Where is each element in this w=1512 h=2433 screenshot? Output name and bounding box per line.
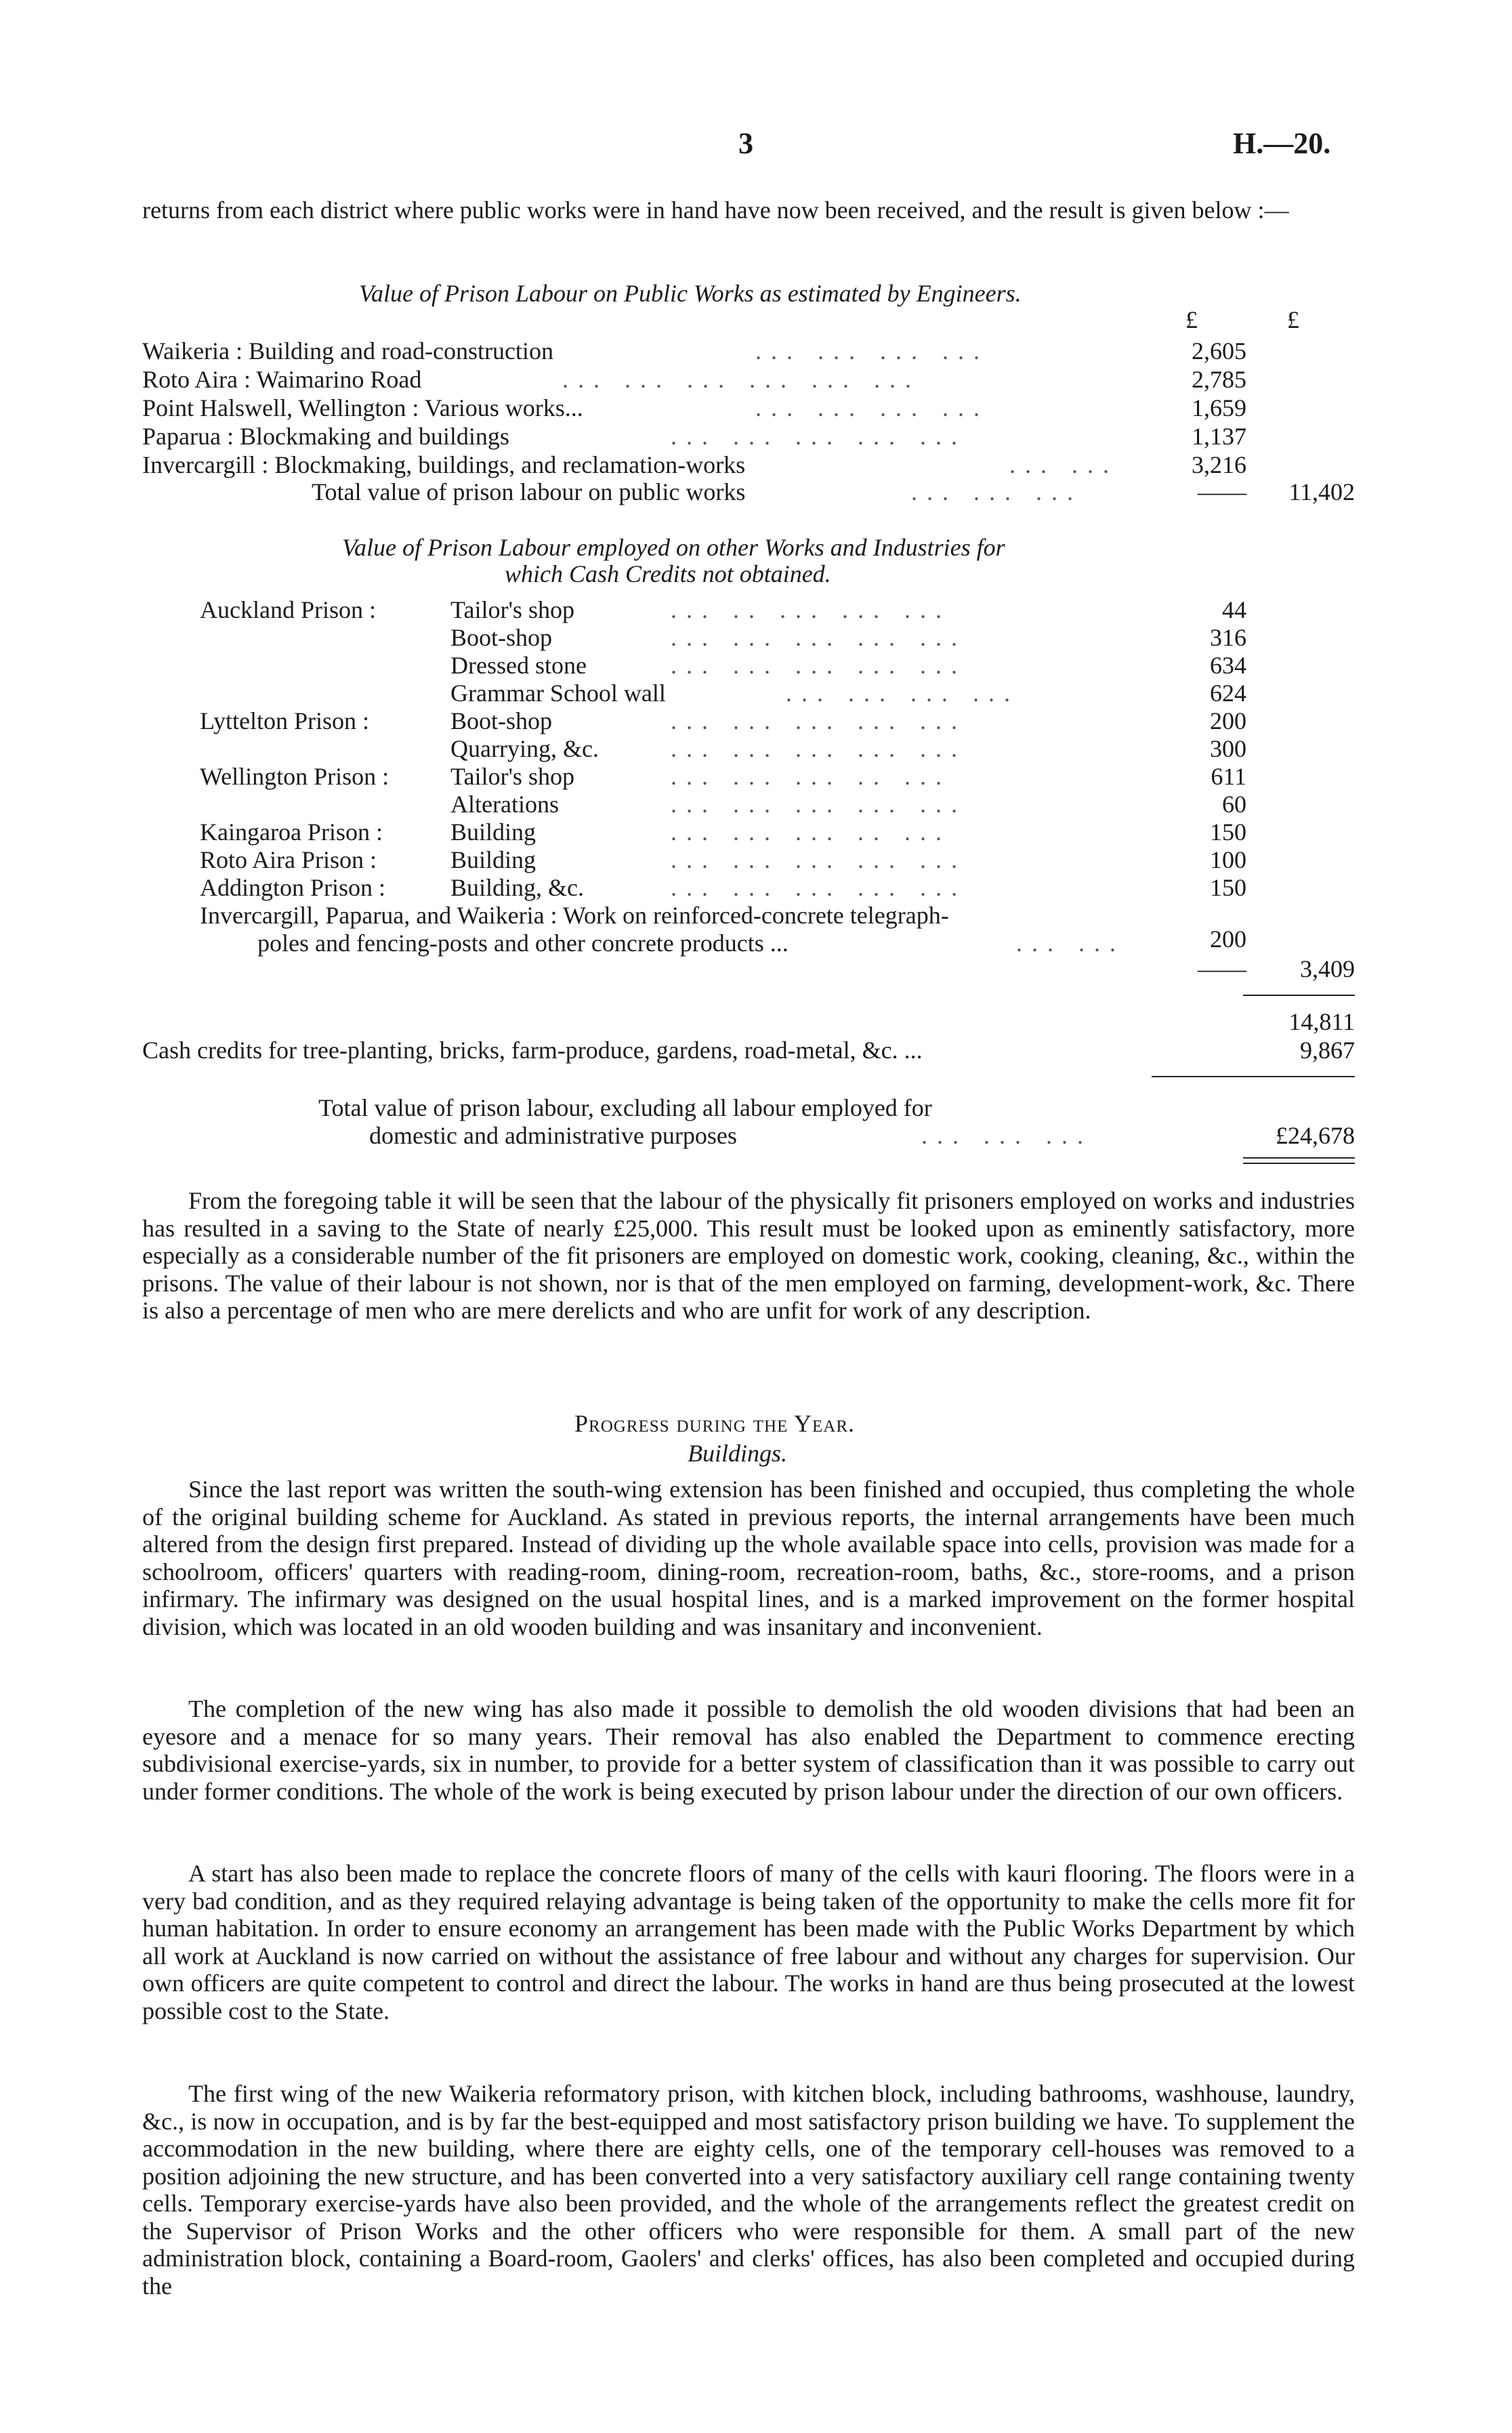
leader-dots: ... ... ... bbox=[921, 1122, 1093, 1149]
row-label: Roto Aira : Waimarino Road bbox=[142, 366, 422, 393]
row-value: 200 bbox=[1210, 926, 1246, 953]
leader-dots: ... ... ... ... bbox=[755, 337, 989, 365]
table2-last-line1: Invercargill, Paparua, and Waikeria : Work on reinforced-concrete telegraph- bbox=[200, 902, 949, 929]
leader-dots: ... ... ... ... ... bbox=[671, 707, 967, 734]
subsection-heading: Buildings. bbox=[688, 1440, 788, 1467]
row-value: 150 bbox=[1210, 874, 1246, 901]
row-value: 150 bbox=[1210, 818, 1246, 846]
table2-title-line2: which Cash Credits not obtained. bbox=[505, 560, 831, 587]
row-value: 624 bbox=[1210, 680, 1246, 707]
leader-dots: ... ... ... bbox=[911, 478, 1083, 505]
grand-total-label-line1: Total value of prison labour, excluding all labour employed for bbox=[318, 1094, 932, 1121]
leader-dots: ... ... ... ... ... bbox=[671, 874, 967, 901]
table1-row bbox=[142, 451, 745, 479]
row-value: 60 bbox=[1222, 791, 1246, 818]
leader-dots: ... ... ... ... ... bbox=[671, 791, 967, 818]
double-rule-top bbox=[1243, 1157, 1355, 1159]
work-item: Grammar School wall bbox=[450, 680, 666, 707]
buildings-paragraph-4: The first wing of the new Waikeria reformatory prison, with kitchen block, including bathrooms, washhouse, laundry, &c., is now in occupation, and is by far the best-equipped and most satisfactory prison building we have. To supplement the accommodation in the new building, where there are eighty cells, one of the temporary cell-houses was removed to a position adjoining the new structure, and has been converted into a very satisfactory auxiliary cell range containing twenty cells. Temporary exercise-yards have also been provided, and the whole of the arrangements reflect the greatest credit on the Supervisor of Prison Works and the other officers who were responsible for them. A small part of the new administration block, containing a Board-room, Gaolers' and clerks' offices, has also been completed and occupied during the bbox=[142, 2080, 1355, 2300]
leader-dots: ... ... ... ... ... bbox=[671, 846, 967, 873]
table1-row bbox=[142, 423, 509, 451]
row-value: 300 bbox=[1210, 735, 1246, 762]
leader-dots: ... ... ... ... ... bbox=[671, 735, 967, 762]
table2-title-line1: Value of Prison Labour employed on other Works and Industries for bbox=[342, 534, 1005, 561]
buildings-paragraph-1: Since the last report was written the south-wing extension has been finished and occupied, thus completing the whole of the original building scheme for Auckland. As stated in previous reports, the internal arrangements have been much altered from the design first prepared. Instead of dividing up the whole available space into cells, provision was made for a schoolroom, officers' quarters with reading-room, dining-room, recreation-room, baths, &c., store-rooms, and a prison infirmary. The infirmary was designed on the usual hospital lines, and is a marked improvement on the former hospital division, which was located in an old wooden building and was insanitary and inconvenient. bbox=[142, 1476, 1355, 1640]
total-dash: —— bbox=[1198, 478, 1246, 505]
prison-name: Roto Aira Prison : bbox=[200, 846, 377, 873]
document-reference: H.—20. bbox=[1233, 127, 1331, 160]
grand-total-rule bbox=[1152, 1076, 1355, 1077]
prison-name: Wellington Prison : bbox=[200, 763, 390, 790]
leader-dots: ... ... ... ... ... bbox=[671, 423, 967, 450]
work-item: Boot-shop bbox=[450, 707, 553, 734]
prison-name: Addington Prison : bbox=[200, 874, 386, 901]
leader-dots: ... ... ... .. ... bbox=[671, 818, 951, 846]
work-item: Tailor's shop bbox=[450, 763, 574, 790]
table1-total-label: Total value of prison labour on public works bbox=[312, 478, 746, 505]
work-item: Building, &c. bbox=[450, 874, 584, 901]
table1-row bbox=[142, 394, 583, 422]
work-item: Quarrying, &c. bbox=[450, 735, 599, 762]
table1-row bbox=[142, 366, 421, 394]
table1-col1-symbol: £ bbox=[1185, 306, 1198, 333]
subtotal-dash: —— bbox=[1198, 955, 1246, 982]
grand-total-label-line2: domestic and administrative purposes bbox=[369, 1122, 737, 1149]
table1-row bbox=[142, 337, 553, 365]
row-value: 3,216 bbox=[1192, 451, 1246, 478]
row-value: 1,659 bbox=[1192, 394, 1246, 421]
row-value: 1,137 bbox=[1192, 423, 1246, 450]
row-value: 2,785 bbox=[1192, 366, 1246, 393]
work-item: Dressed stone bbox=[450, 652, 587, 679]
prison-name: Kaingaroa Prison : bbox=[200, 818, 383, 846]
row-label: Point Halswell, Wellington : Various works... bbox=[142, 394, 583, 421]
cash-credits-value: 9,867 bbox=[1300, 1037, 1355, 1064]
row-value: 2,605 bbox=[1192, 337, 1246, 365]
combined-total: 14,811 bbox=[1288, 1008, 1355, 1035]
table1-title: Value of Prison Labour on Public Works as estimated by Engineers. bbox=[359, 280, 1022, 307]
section-heading: Progress during the Year. bbox=[574, 1410, 856, 1437]
double-rule-bottom bbox=[1243, 1163, 1355, 1164]
work-item: Boot-shop bbox=[450, 624, 553, 651]
table1-total-value: 11,402 bbox=[1288, 478, 1355, 505]
row-value: 100 bbox=[1210, 846, 1246, 873]
work-item: Building bbox=[450, 846, 537, 873]
row-value: 44 bbox=[1222, 596, 1246, 623]
leader-dots: ... ... ... ... ... bbox=[671, 624, 967, 651]
leader-dots: ... ... ... .. ... bbox=[671, 763, 951, 790]
leader-dots: ... ... ... ... bbox=[755, 394, 989, 421]
work-item: Building bbox=[450, 818, 537, 846]
row-label: Paparua : Blockmaking and buildings bbox=[142, 423, 509, 450]
leader-dots: ... ... bbox=[1016, 930, 1125, 957]
work-item: Alterations bbox=[450, 791, 559, 818]
buildings-paragraph-2: The completion of the new wing has also made it possible to demolish the old wooden divisions that had been an eyesore and a menace for so many years. Their removal has also enabled the Department to commence erecting subdivisional exercise-yards, six in number, to provide for a better system of classification than it was possible to carry out under former conditions. The whole of the work is being executed by prison labour under the direction of our own officers. bbox=[142, 1695, 1355, 1805]
row-label: Waikeria : Building and road-construction bbox=[142, 337, 553, 365]
row-value: 634 bbox=[1210, 652, 1246, 679]
work-item: Tailor's shop bbox=[450, 596, 574, 623]
row-value: 316 bbox=[1210, 624, 1246, 651]
leader-dots: ... ... ... ... bbox=[786, 680, 1020, 707]
grand-total: £24,678 bbox=[1276, 1122, 1355, 1149]
table2-last-line2: poles and fencing-posts and other concrete products ... bbox=[257, 930, 789, 957]
summary-paragraph: From the foregoing table it will be seen that the labour of the physically fit prisoners employed on works and industries has resulted in a saving to the State of nearly £25,000. This result must be looked upon as eminently satisfactory, more especially as a considerable number of the fit prisoners are employed on domestic work, cooking, cleaning, &c., within the prisons. The value of their labour is not shown, nor is that of the men employed on farming, development-work, &c. There is also a percentage of men who are mere derelicts and who are unfit for work of any description. bbox=[142, 1187, 1355, 1324]
leader-dots: ... ... ... ... ... bbox=[671, 652, 967, 679]
table1-col2-symbol: £ bbox=[1287, 306, 1299, 333]
leader-dots: ... .. ... ... ... bbox=[671, 596, 951, 623]
prison-name: Lyttelton Prison : bbox=[200, 707, 370, 734]
leader-dots: ... ... bbox=[1009, 451, 1118, 478]
prison-name: Auckland Prison : bbox=[200, 596, 376, 623]
intro-paragraph: returns from each district where public works were in hand have now been received, and the result is given below :— bbox=[142, 196, 1289, 224]
row-value: 200 bbox=[1210, 707, 1246, 734]
row-value: 611 bbox=[1211, 763, 1246, 790]
row-label: Invercargill : Blockmaking, buildings, and reclamation-works bbox=[142, 451, 746, 478]
leader-dots: ... ... ... ... ... ... bbox=[562, 366, 921, 393]
page-number: 3 bbox=[738, 127, 753, 160]
buildings-paragraph-3: A start has also been made to replace the concrete floors of many of the cells with kauri flooring. The floors were in a very bad condition, and as they required relaying advantage is being taken of the opportunity to make the cells more fit for human habitation. In order to ensure economy an arrangement has been made with the Public Works Department by which all work at Auckland is now carried on without the assistance of free labour and without any charges for supervision. Our own officers are quite competent to control and direct the labour. The works in hand are thus being prosecuted at the lowest possible cost to the State. bbox=[142, 1860, 1355, 2024]
table2-subtotal: 3,409 bbox=[1300, 955, 1355, 982]
cash-credits-label: Cash credits for tree-planting, bricks, farm-produce, gardens, road-metal, &c. ... bbox=[142, 1037, 923, 1064]
total-rule bbox=[1243, 995, 1355, 996]
